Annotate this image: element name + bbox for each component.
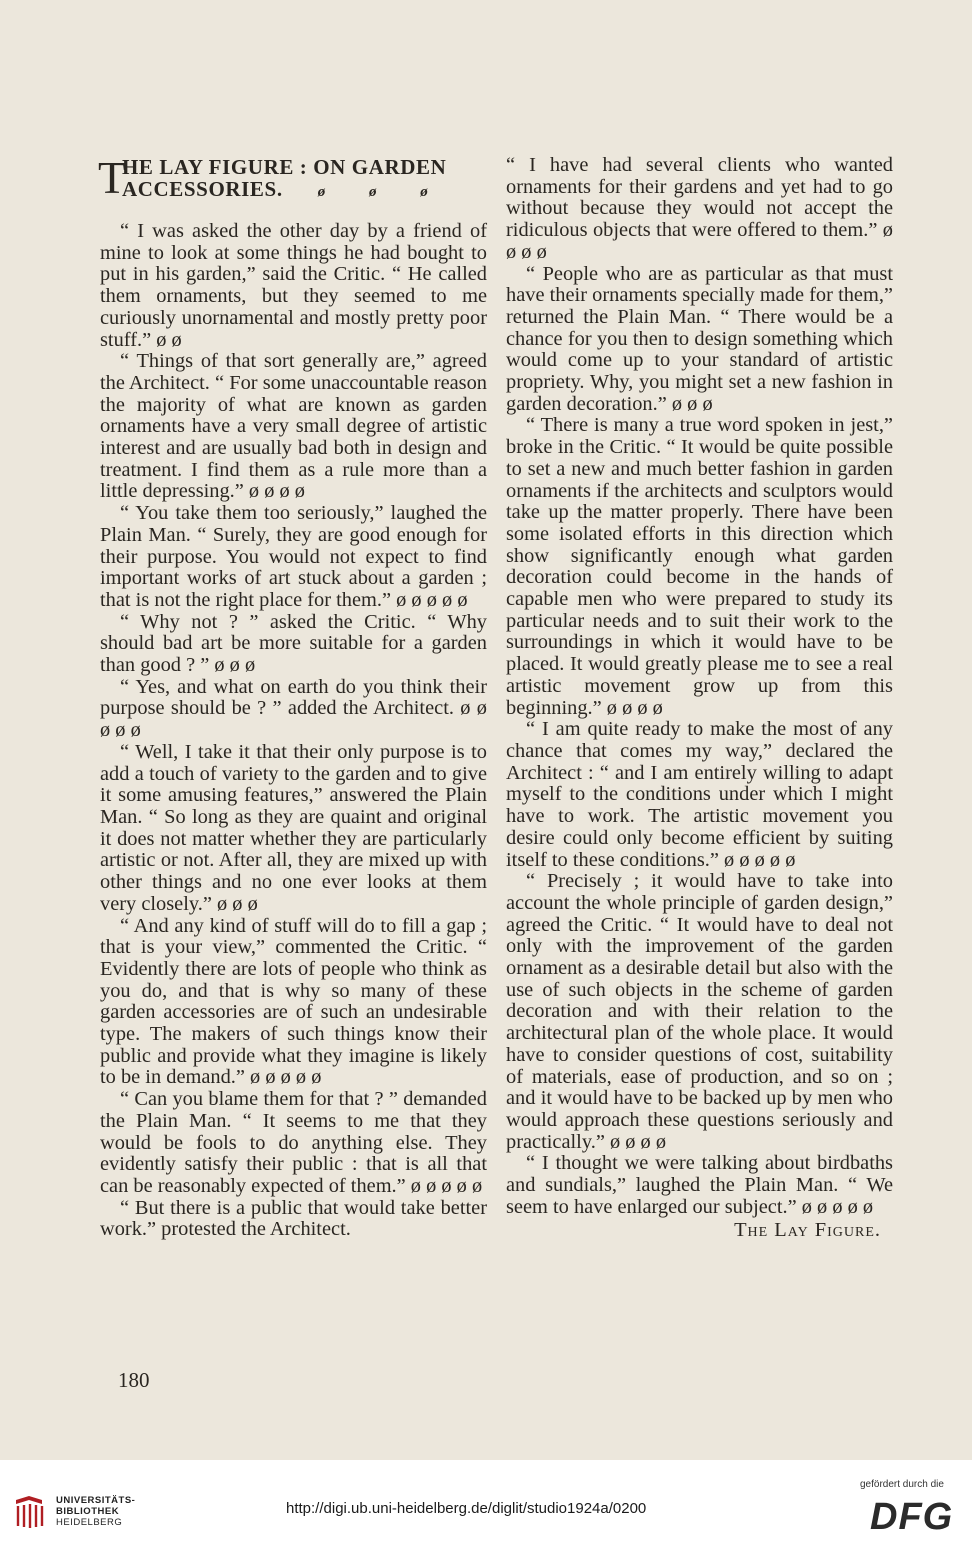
funder-label: gefördert durch die: [860, 1479, 944, 1490]
right-paragraphs: [506, 155, 893, 1218]
paragraph: “ I have had several clients who wanted ornaments for their gardens and yet had to go without because they would not accept the ridiculous objects that were offered to them.” ø ø ø ø: [506, 154, 893, 263]
paragraph: “ Things of that sort generally are,” agreed the Architect. “ For some unaccountable reason the majority of what are known as garden ornaments have a very small degree of artistic interest and are usually bad both in design and treatment. I find them as a rule more than a little depressing.” ø ø ø ø: [100, 350, 487, 503]
paragraph: “ Yes, and what on earth do you think their purpose should be ? ” added the Architect. ø ø ø ø ø: [100, 675, 487, 742]
paragraph: “ Well, I take it that their only purpose is to add a touch of variety to the garden and to give it some amusing features,” answered the Plain Man. “ So long as they are quaint and original it does not matter whether they are particularly artistic or not. After all, they are mixed up with other things and no one ever looks at them very closely.” ø ø ø: [100, 740, 487, 915]
paragraph: “ I am quite ready to make the most of any chance that comes my way,” declared the Architect : “ and I am entirely willing to adapt myself to the conditions under which I might have to work. The artistic movement you desire could only become efficient by suiting itself to these conditions.” ø ø ø ø ø: [506, 718, 893, 871]
article-title: [98, 152, 487, 203]
dfg-logo: DFG: [870, 1496, 954, 1538]
title-drop-cap: T: [98, 152, 127, 203]
title-line-2: ACCESSORIES. ø ø ø: [122, 177, 448, 201]
paragraph: “ People who are as particular as that must have their ornaments specially made for them,” returned the Plain Man. “ There would be a chance for you then to design something which would come up to your standard of artistic propriety. Why, you might set a new fashion in garden decoration.” ø ø ø: [506, 262, 893, 415]
ornament-icon: ø ø ø: [317, 184, 448, 200]
left-column: [98, 152, 487, 1241]
library-name: UNIVERSITÄTS- BIBLIOTHEK HEIDELBERG: [56, 1495, 136, 1528]
paragraph: “ I thought we were talking about birdbaths and sundials,” laughed the Plain Man. “ We seem to have enlarged our subject.” ø ø ø ø ø: [506, 1152, 893, 1218]
paragraph: “ Why not ? ” asked the Critic. “ Why should bad art be more suitable for a garden than good ? ” ø ø ø: [100, 610, 487, 677]
right-column: [506, 155, 893, 1242]
paragraph: “ There is many a true word spoken in jest,” broke in the Critic. “ It would be quite possible to set a new and much better fashion in garden ornaments if the architects and sculptors would take up the matter properly. There have been some isolated efforts in this direction which show significantly enough what garden decoration could become in the hands of capable men who were prepared to study its particular needs and to suit their work to the surroundings in which it would have to be placed. It would greatly please me to see a real artistic movement grow up from this beginning.” ø ø ø ø: [506, 414, 893, 719]
left-paragraphs: [100, 221, 487, 1241]
paragraph: “ But there is a public that would take better work.” protested the Architect.: [100, 1196, 487, 1241]
paragraph: “ I was asked the other day by a friend of mine to look at some things he had bought to put in his garden,” said the Critic. “ He called them ornaments, but they seemed to me curiously unornamental and mostly pretty poor stuff.” ø ø: [100, 220, 487, 351]
paragraph: “ And any kind of stuff will do to fill a gap ; that is your view,” commented the Critic. “ Evidently there are lots of people who think as you do, and that is why so many of these garden accessories are of such an undesirable type. The makers of such things know their public and provide what they imagine is likely to be in demand.” ø ø ø ø ø: [100, 914, 487, 1089]
paragraph: “ Precisely ; it would have to take into account the whole principle of garden design,” agreed the Critic. “ It would have to deal not only with the improvement of the garden ornament as a desirable detail but also with the use of such objects in the scheme of garden decoration and with their relation to the architectural plan of the whole place. It would have to consider questions of cost, suitability of materials, ease of production, and so on ; and it would have to be backed up by men who would approach these questions seriously and practically.” ø ø ø ø: [506, 870, 893, 1153]
paragraph: “ You take them too seriously,” laughed the Plain Man. “ Surely, they are good enough for their purpose. You would not expect to find important works of art stuck about a garden ; that is not the right place for them.” ø ø ø ø ø: [100, 502, 487, 611]
source-url-link[interactable]: http://digi.ub.uni-heidelberg.de/diglit/studio1924a/0200: [286, 1500, 647, 1517]
page-number: 180: [118, 1368, 150, 1392]
paragraph: “ Can you blame them for that ? ” demanded the Plain Man. “ It seems to me that they would be fools to do anything else. They evidently satisfy their public : that is all that can be reasonably expected of them.” ø ø ø ø ø: [100, 1088, 487, 1197]
signature: The Lay Figure.: [734, 1219, 881, 1242]
title-line-1: HE LAY FIGURE : ON GARDEN: [122, 155, 447, 179]
footer-bar: [0, 1460, 972, 1555]
university-logo-icon: [12, 1494, 46, 1530]
